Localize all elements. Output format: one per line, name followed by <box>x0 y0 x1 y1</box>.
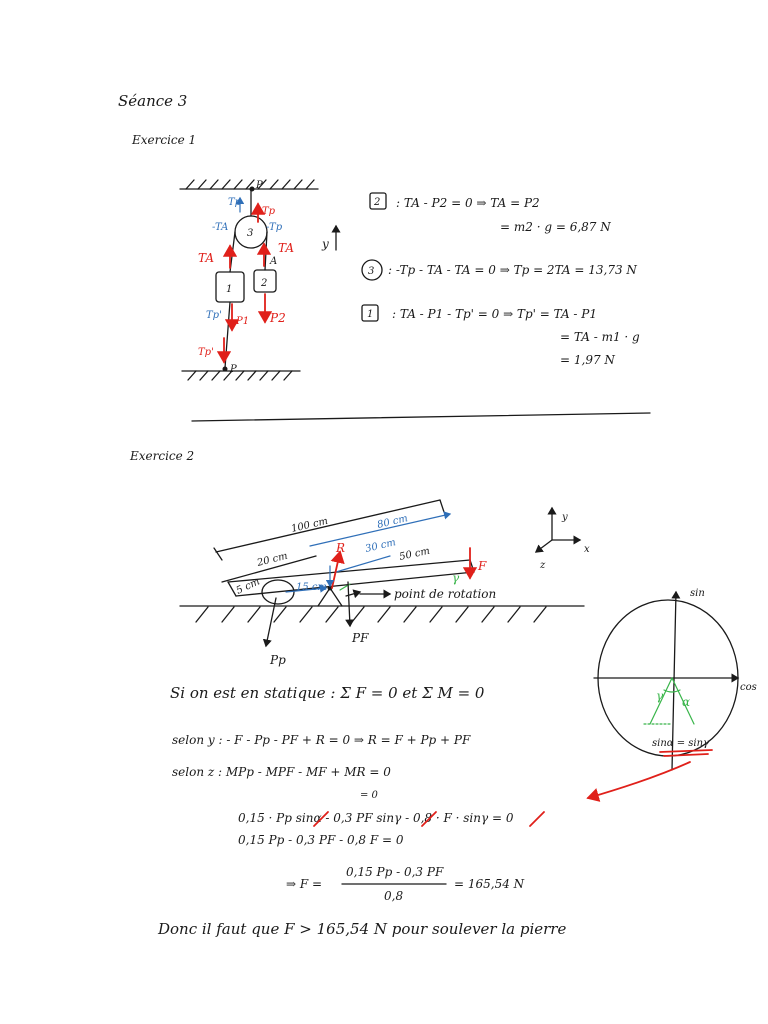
ta-left-label: TA <box>198 251 215 265</box>
sine-identity: sinα = sinγ <box>652 738 710 749</box>
session-title: Séance 3 <box>118 92 188 110</box>
dim-100cm: 100 cm <box>290 515 330 535</box>
mass2-number: 2 <box>261 278 268 289</box>
mass1-number: 1 <box>226 284 233 295</box>
ta-right-label: TA <box>278 241 295 255</box>
minus-tp-label: -Tp <box>266 222 283 233</box>
weight-pf-label: PF <box>352 631 369 645</box>
point-a-label: A <box>270 256 278 267</box>
tp-prime-label: Tp' <box>198 347 214 358</box>
ex1-equations <box>362 193 640 367</box>
gamma-label: γ <box>452 571 460 585</box>
dim-15cm: 15 cm <box>296 582 327 593</box>
minus-ta-label: -TA <box>212 222 229 233</box>
ex1-axis-y: y <box>322 237 329 251</box>
section-divider <box>192 413 650 421</box>
eq1-line3: = 1,97 N <box>560 353 615 367</box>
f-prefix: ⇒ F = <box>286 877 323 891</box>
mr-zero: = 0 <box>360 790 378 801</box>
eq2-line2: = m2 · g = 6,87 N <box>500 220 611 234</box>
ex2-axis-z: z <box>540 560 546 571</box>
tp-top-label: Tp <box>228 197 242 208</box>
circle-gamma: γ <box>656 689 664 703</box>
sin-axis-label: sin <box>690 588 705 599</box>
conclusion: Donc il faut que F > 165,54 N pour soulever la pierre <box>158 920 567 938</box>
pulley-diagram <box>180 180 336 380</box>
eq3-line1: : -Tp - TA - TA = 0 ⇒ Tp = 2TA = 13,73 N <box>388 263 637 277</box>
moment-equation-2: 0,15 Pp - 0,3 PF - 0,8 F = 0 <box>238 833 404 847</box>
lever-diagram <box>180 500 590 667</box>
pulley-number: 3 <box>247 228 254 239</box>
eq-box-2: 2 <box>374 197 381 208</box>
eq-box-3: 3 <box>368 266 375 277</box>
f-denominator: 0,8 <box>384 889 404 903</box>
dim-30cm: 30 cm <box>364 537 397 555</box>
top-point-label: P <box>256 180 263 191</box>
dim-20cm: 20 cm <box>256 550 289 569</box>
ex2-axis-y: y <box>562 512 568 523</box>
eq1-line2: = TA - m1 · g <box>560 330 640 344</box>
p2-label: P2 <box>270 311 286 325</box>
eq-box-1: 1 <box>367 309 374 320</box>
bottom-point-label: P <box>230 364 237 375</box>
tp-red-label: Tp <box>262 206 276 217</box>
rotation-point-label: point de rotation <box>394 587 497 601</box>
dim-80cm: 80 cm <box>376 513 409 531</box>
sum-forces-y: selon y : - F - Pp - PF + R = 0 ⇒ R = F + Pp + PF <box>172 733 471 747</box>
ex2-equations <box>157 684 566 938</box>
eq2-line1: : TA - P2 = 0 ⇒ TA = P2 <box>396 196 540 210</box>
ex2-axis-x: x <box>584 544 590 555</box>
exercise1-title: Exercice 1 <box>132 133 197 147</box>
force-f-label: F <box>478 559 487 573</box>
moment-equation-1: 0,15 · Pp sinα - 0,3 PF sinγ - 0,8 · F · sinγ = 0 <box>238 811 514 825</box>
exercise2-title: Exercice 2 <box>130 449 195 463</box>
p1-label: P1 <box>236 316 250 327</box>
f-numerator: 0,15 Pp - 0,3 PF <box>346 865 444 879</box>
dim-50cm: 50 cm <box>398 545 431 563</box>
circle-alpha: α <box>682 695 691 709</box>
weight-pp-label: Pp <box>270 653 286 667</box>
sum-moments-z: selon z : MPp - MPF - MF + MR = 0 <box>172 765 391 779</box>
eq1-line1: : TA - P1 - Tp' = 0 ⇒ Tp' = TA - P1 <box>392 307 598 321</box>
statics-condition: Si on est en statique : Σ F = 0 et Σ M = 0 <box>170 684 485 702</box>
tp-prime-small-label: Tp' <box>206 310 222 321</box>
trig-circle <box>588 588 757 798</box>
f-result: = 165,54 N <box>454 877 525 891</box>
force-r-label: R <box>336 541 346 555</box>
cos-axis-label: cos <box>740 682 757 693</box>
dim-5cm: 5 cm <box>234 576 262 597</box>
